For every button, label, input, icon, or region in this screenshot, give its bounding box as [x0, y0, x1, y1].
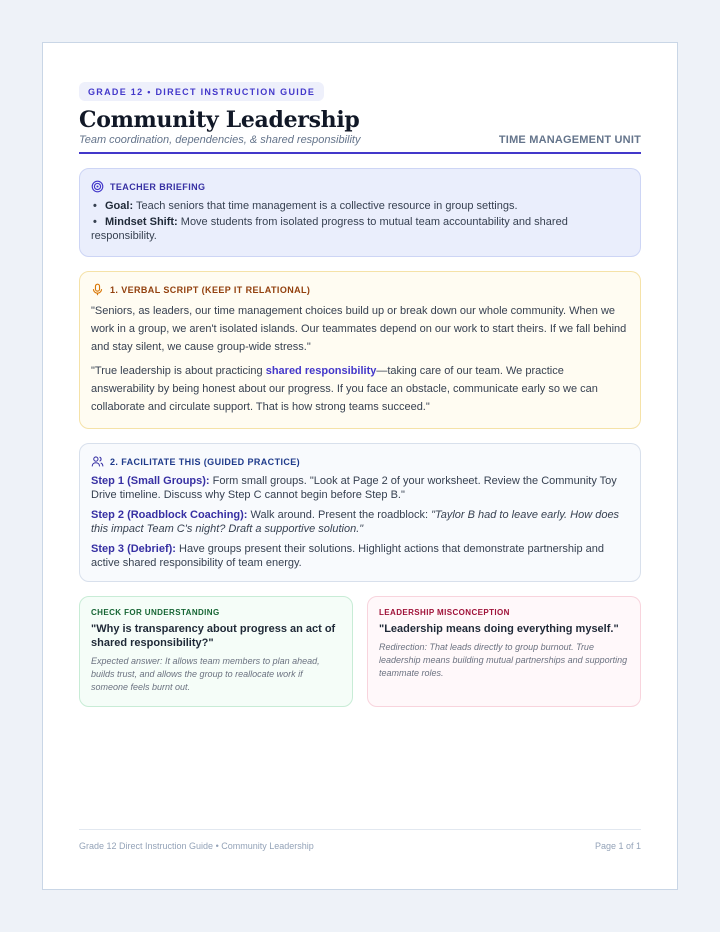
briefing-item-label: Mindset Shift: — [105, 216, 178, 228]
script-header — [91, 283, 629, 296]
document-page — [42, 42, 678, 890]
script-paragraph-2: "True leadership is about practicing shared responsibility—taking care of our team. We practice answerability by being honest about our progress. If you face an obstacle, communicate early so we can collaborate and circulate support. That is how strong teams succeed." — [91, 365, 598, 413]
target-icon — [91, 180, 104, 193]
briefing-item-mindset: • Mindset Shift: Move students from isolated progress to mutual team accountability and shared responsibility. — [91, 216, 568, 242]
practice-heading: 2. FACILITATE THIS (GUIDED PRACTICE) — [110, 456, 301, 467]
briefing-item-text: Teach seniors that time management is a collective resource in group settings. — [133, 200, 518, 212]
page-subtitle: Team coordination, dependencies, & shared responsibility — [79, 134, 361, 146]
briefing-heading: TEACHER BRIEFING — [110, 181, 206, 192]
briefing-item-text: Move students from isolated progress to mutual team accountability and shared responsibility. — [91, 216, 568, 242]
briefing-list — [91, 199, 629, 243]
subtitle-row — [79, 134, 641, 154]
check-heading: CHECK FOR UNDERSTANDING — [91, 608, 220, 617]
briefing-header — [91, 180, 629, 193]
practice-step-1: Step 1 (Small Groups): Form small groups. "Look at Page 2 of your worksheet. Review the Community Toy Drive timeline. Discuss why Step C cannot begin before Step B." — [91, 475, 617, 501]
teacher-briefing-card — [79, 168, 641, 257]
bottom-cards — [79, 596, 641, 707]
check-question: "Why is transparency about progress an act of shared responsibility?" — [91, 623, 336, 649]
misconception-redirection: Redirection: That leads directly to group burnout. True leadership means building mutual partnerships and supporting teammate roles. — [379, 642, 628, 678]
misconception-heading: LEADERSHIP MISCONCEPTION — [379, 608, 510, 617]
grade-pill: GRADE 12 • DIRECT INSTRUCTION GUIDE — [79, 82, 324, 101]
briefing-item-goal: • Goal: Teach seniors that time management is a collective resource in group settings. — [93, 200, 518, 212]
check-understanding-card — [79, 596, 353, 707]
script-heading: 1. VERBAL SCRIPT (KEEP IT RELATIONAL) — [110, 284, 311, 295]
briefing-item-label: Goal: — [105, 200, 134, 212]
guided-practice-card — [79, 443, 641, 582]
verbal-script-card — [79, 271, 641, 429]
shared-responsibility-highlight: shared responsibility — [265, 365, 377, 377]
footer-left: Grade 12 Direct Instruction Guide • Community Leadership — [79, 841, 314, 851]
unit-label: TIME MANAGEMENT UNIT — [498, 134, 641, 146]
page-content — [79, 82, 641, 707]
users-icon — [91, 455, 104, 468]
leadership-misconception-card — [367, 596, 641, 707]
microphone-icon — [91, 283, 104, 296]
practice-step-2: Step 2 (Roadblock Coaching): Walk around. Present the roadblock: "Taylor B had to leave early. How does this impact Team C's night? Draft a supportive solution." — [91, 509, 620, 535]
script-paragraph-1: "Seniors, as leaders, our time management choices build up or break down our whole community. When we work in a group, we aren't isolated islands. Our teammates depend on our work to start theirs. If we fall behind and stay silent, we cause group-wide stress." — [91, 305, 627, 353]
check-answer: Expected answer: It allows team members to plan ahead, builds trust, and allows the group to reallocate work if someone feels burnt out. — [91, 656, 320, 692]
practice-header — [91, 455, 629, 468]
misconception-quote: "Leadership means doing everything myself." — [379, 623, 619, 635]
page-footer — [79, 829, 641, 851]
practice-step-3: Step 3 (Debrief): Have groups present their solutions. Highlight actions that demonstrate partnership and active shared responsibility of team energy. — [91, 543, 604, 569]
page-number: Page 1 of 1 — [594, 841, 641, 851]
page-title: Community Leadership — [79, 107, 360, 133]
